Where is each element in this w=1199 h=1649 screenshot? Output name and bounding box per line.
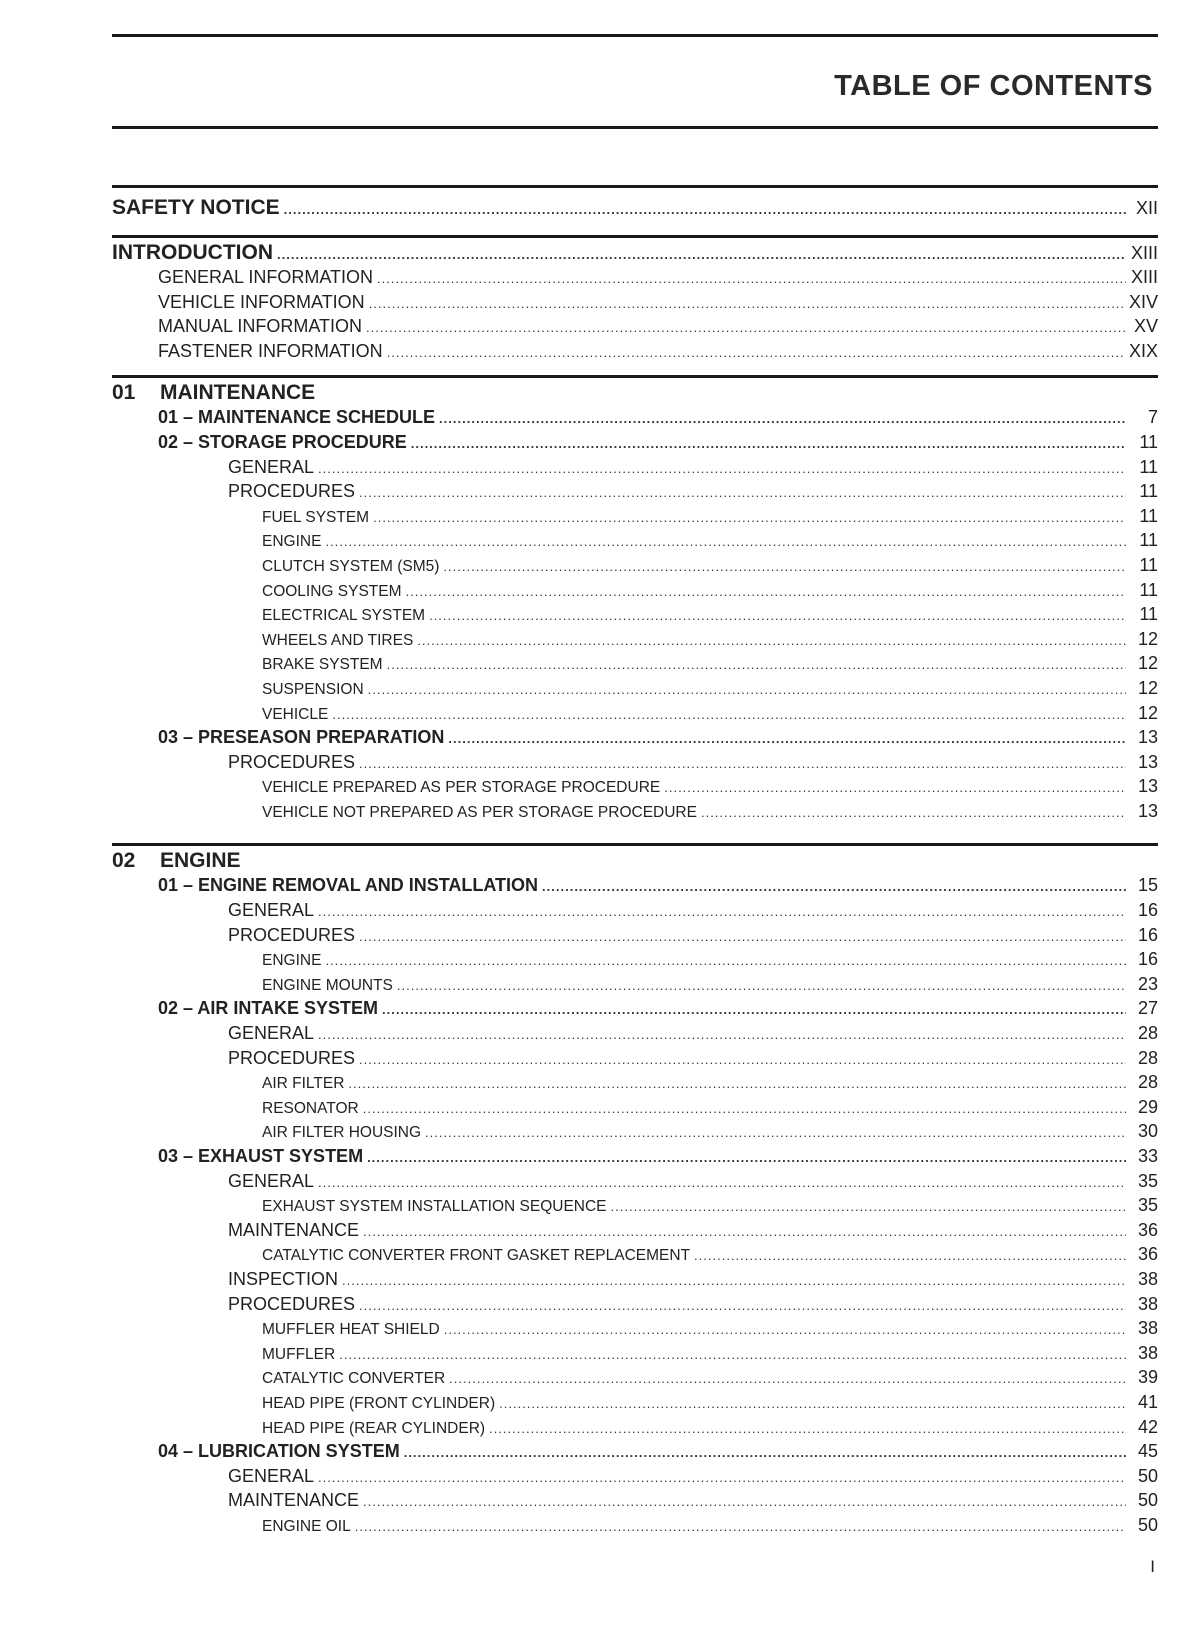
toc-entry-label: GENERAL xyxy=(228,900,315,921)
dot-leader xyxy=(489,1417,1126,1440)
toc-entry[interactable] xyxy=(112,290,1158,315)
dot-leader xyxy=(318,1466,1126,1489)
dot-leader xyxy=(318,1023,1126,1046)
toc-entry[interactable] xyxy=(112,1095,1158,1120)
dot-leader xyxy=(542,875,1126,898)
toc-entry-page: XIV xyxy=(1128,291,1158,312)
dot-leader xyxy=(355,1515,1126,1538)
toc-entry-safety-notice[interactable] xyxy=(112,192,1158,224)
toc-entry[interactable] xyxy=(112,1415,1158,1440)
toc-entry[interactable] xyxy=(112,504,1158,529)
toc-entry-page: 11 xyxy=(1139,554,1158,575)
toc-entry-label: WHEELS AND TIRES xyxy=(262,631,414,649)
toc-entry-page: 28 xyxy=(1137,1047,1158,1068)
dot-leader xyxy=(387,341,1125,364)
toc-entry-page: 30 xyxy=(1137,1121,1158,1142)
toc-entry[interactable] xyxy=(112,1341,1158,1366)
toc-entry-page: 13 xyxy=(1137,800,1158,821)
dot-leader xyxy=(397,974,1126,997)
toc-entry-label: MUFFLER HEAT SHIELD xyxy=(262,1321,440,1339)
toc-entry-page: XIII xyxy=(1130,267,1158,287)
toc-entry-label: GENERAL xyxy=(228,1170,315,1191)
dot-leader xyxy=(448,727,1126,750)
toc-entry-label: FASTENER INFORMATION xyxy=(158,340,383,361)
dot-leader xyxy=(359,925,1126,948)
toc-entry-page: 11 xyxy=(1139,579,1158,600)
header-top-rule xyxy=(112,34,1158,37)
toc-entry-page: 28 xyxy=(1137,1072,1158,1093)
toc-entry[interactable] xyxy=(112,1488,1158,1513)
toc-entry[interactable] xyxy=(112,947,1158,972)
chapter-number: 02 xyxy=(112,849,136,873)
dot-leader xyxy=(359,1048,1126,1071)
toc-entry-label: SUSPENSION xyxy=(262,680,364,698)
toc-entry-page: 38 xyxy=(1137,1318,1158,1339)
toc-entry-label: 02 – AIR INTAKE SYSTEM xyxy=(158,998,379,1019)
toc-entry-label: FUEL SYSTEM xyxy=(262,508,370,526)
toc-entry-subsection[interactable] xyxy=(112,1439,1158,1464)
dot-leader xyxy=(325,949,1126,972)
dot-leader xyxy=(382,998,1126,1021)
toc-entry-page: 29 xyxy=(1137,1096,1158,1117)
toc-entry-page: 36 xyxy=(1137,1219,1158,1240)
dot-leader xyxy=(359,752,1126,775)
section-safety-notice xyxy=(112,185,1158,224)
toc-entry-page: 15 xyxy=(1137,875,1158,896)
toc-entry-page: XII xyxy=(1135,198,1158,218)
toc-entry-page: 11 xyxy=(1139,604,1158,625)
toc-entry-label: GENERAL INFORMATION xyxy=(158,267,374,287)
toc-entry-page: 42 xyxy=(1137,1416,1158,1437)
toc-entry[interactable] xyxy=(112,1193,1158,1218)
page-title: TABLE OF CONTENTS xyxy=(834,70,1153,102)
toc-entry-label: CATALYTIC CONVERTER FRONT GASKET REPLACEMENT xyxy=(262,1247,691,1265)
toc-entry[interactable] xyxy=(112,1021,1158,1046)
toc-entry[interactable] xyxy=(112,1365,1158,1390)
toc-entry-page: 11 xyxy=(1139,505,1158,526)
dot-leader xyxy=(284,194,1126,224)
chapter-heading-engine[interactable] xyxy=(112,849,1158,873)
toc-entry-page: 13 xyxy=(1137,776,1158,797)
dot-leader xyxy=(348,1072,1126,1095)
toc-entry-page: 45 xyxy=(1137,1441,1158,1462)
toc-entry-label: HEAD PIPE (FRONT CYLINDER) xyxy=(262,1394,496,1412)
toc-entry-page: 12 xyxy=(1137,702,1158,723)
dot-leader xyxy=(318,457,1126,480)
toc-entry[interactable] xyxy=(112,455,1158,480)
toc-entry-introduction[interactable] xyxy=(112,241,1158,265)
dot-leader xyxy=(366,316,1126,339)
toc-entry-label: 01 – ENGINE REMOVAL AND INSTALLATION xyxy=(158,875,539,896)
dot-leader xyxy=(277,243,1126,265)
toc-entry-label: ENGINE OIL xyxy=(262,1517,351,1535)
toc-entry-label: PROCEDURES xyxy=(228,1293,356,1314)
dot-leader xyxy=(373,506,1126,529)
dot-leader xyxy=(339,1343,1126,1366)
toc-entry[interactable] xyxy=(112,972,1158,997)
toc-entry-label: CATALYTIC CONVERTER xyxy=(262,1370,446,1388)
toc-entry-label: PROCEDURES xyxy=(228,481,356,502)
toc-entry-subsection[interactable] xyxy=(112,430,1158,455)
toc-entry-page: 35 xyxy=(1137,1195,1158,1216)
toc-entry-page: 28 xyxy=(1137,1023,1158,1044)
dot-leader xyxy=(363,1220,1126,1243)
toc-entry[interactable] xyxy=(112,479,1158,504)
toc-entry[interactable] xyxy=(112,799,1158,824)
toc-entry[interactable] xyxy=(112,676,1158,701)
toc-entry-page: 50 xyxy=(1137,1490,1158,1511)
toc-entry-page: XV xyxy=(1133,316,1158,337)
toc-entry-label: INTRODUCTION xyxy=(112,241,273,264)
dot-leader xyxy=(449,1367,1126,1390)
toc-entry-page: 7 xyxy=(1147,407,1158,428)
toc-entry[interactable] xyxy=(112,528,1158,553)
chapter-number: 01 xyxy=(112,381,136,405)
toc-entry[interactable] xyxy=(112,339,1158,364)
toc-entry[interactable] xyxy=(112,1242,1158,1267)
toc-entry-page: 16 xyxy=(1137,949,1158,970)
toc-entry-label: GENERAL xyxy=(228,456,315,477)
toc-entry-page: 23 xyxy=(1137,973,1158,994)
toc-entry-subsection[interactable] xyxy=(112,1144,1158,1169)
toc-entry-page: 11 xyxy=(1139,456,1158,477)
header-bottom-rule xyxy=(112,126,1158,129)
toc-entry-label: MUFFLER xyxy=(262,1345,336,1363)
toc-entry-label: 03 – EXHAUST SYSTEM xyxy=(158,1146,364,1166)
toc-entry-page: 39 xyxy=(1137,1367,1158,1388)
dot-leader xyxy=(417,629,1126,652)
chapter-title: ENGINE xyxy=(160,849,241,873)
toc-entry-label: ENGINE MOUNTS xyxy=(262,976,393,994)
toc-entry-page: 16 xyxy=(1137,900,1158,921)
dot-leader xyxy=(359,481,1126,504)
dot-leader xyxy=(368,678,1126,701)
toc-entry-label: COOLING SYSTEM xyxy=(262,582,402,600)
dot-leader xyxy=(443,555,1126,578)
toc-entry-label: GENERAL xyxy=(228,1023,315,1044)
toc-entry-page: 38 xyxy=(1137,1293,1158,1314)
toc-entry-page: 38 xyxy=(1137,1268,1158,1289)
dot-leader xyxy=(387,653,1126,676)
toc-entry-subsection[interactable] xyxy=(112,873,1158,898)
dot-leader xyxy=(429,604,1126,627)
toc-entry-label: INSPECTION xyxy=(228,1268,339,1289)
toc-entry[interactable] xyxy=(112,1513,1158,1538)
table-of-contents xyxy=(112,185,1158,1538)
toc-entry-label: ENGINE xyxy=(262,952,322,970)
toc-entry-subsection[interactable] xyxy=(112,996,1158,1021)
toc-entry[interactable] xyxy=(112,651,1158,676)
toc-entry-page: XIII xyxy=(1130,243,1158,263)
dot-leader xyxy=(611,1195,1126,1218)
toc-entry-page: 35 xyxy=(1137,1170,1158,1191)
toc-entry-label: VEHICLE PREPARED AS PER STORAGE PROCEDURE xyxy=(262,779,661,797)
toc-entry[interactable] xyxy=(112,602,1158,627)
toc-entry[interactable] xyxy=(112,1169,1158,1194)
dot-leader xyxy=(377,267,1126,290)
toc-entry-page: 12 xyxy=(1137,677,1158,698)
toc-entry-page: 13 xyxy=(1137,751,1158,772)
dot-leader xyxy=(318,900,1126,923)
toc-entry[interactable] xyxy=(112,1119,1158,1144)
dot-leader xyxy=(369,292,1125,315)
dot-leader xyxy=(342,1269,1126,1292)
dot-leader xyxy=(694,1244,1126,1267)
toc-entry-page: 33 xyxy=(1137,1146,1158,1166)
toc-entry-label: MAINTENANCE xyxy=(228,1219,360,1240)
toc-entry-label: PROCEDURES xyxy=(228,751,356,772)
dot-leader xyxy=(411,432,1126,455)
toc-entry-label: MANUAL INFORMATION xyxy=(158,316,363,337)
toc-entry-page: XIX xyxy=(1128,340,1158,361)
toc-entry-label: CLUTCH SYSTEM (SM5) xyxy=(262,557,440,575)
toc-entry-label: SAFETY NOTICE xyxy=(112,196,280,219)
toc-entry[interactable] xyxy=(112,774,1158,799)
toc-entry-page: 12 xyxy=(1137,628,1158,649)
dot-leader xyxy=(406,580,1126,603)
toc-entry[interactable] xyxy=(112,923,1158,948)
toc-entry-label: GENERAL xyxy=(228,1465,315,1486)
dot-leader xyxy=(664,776,1126,799)
chapter-title: MAINTENANCE xyxy=(160,381,316,405)
dot-leader xyxy=(325,530,1126,553)
toc-entry-label: HEAD PIPE (REAR CYLINDER) xyxy=(262,1419,486,1437)
toc-entry[interactable] xyxy=(112,578,1158,603)
dot-leader xyxy=(425,1121,1126,1144)
toc-entry[interactable] xyxy=(112,553,1158,578)
toc-entry-subsection[interactable] xyxy=(112,405,1158,430)
toc-entry[interactable] xyxy=(112,898,1158,923)
toc-entry[interactable] xyxy=(112,1218,1158,1243)
toc-entry[interactable] xyxy=(112,314,1158,339)
toc-entry-page: 16 xyxy=(1137,924,1158,945)
toc-entry[interactable] xyxy=(112,1464,1158,1489)
toc-entry-page: 41 xyxy=(1137,1391,1158,1412)
toc-entry-label: AIR FILTER xyxy=(262,1075,345,1093)
toc-entry[interactable] xyxy=(112,750,1158,775)
dot-leader xyxy=(359,1294,1126,1317)
toc-entry[interactable] xyxy=(112,1070,1158,1095)
toc-entry-page: 12 xyxy=(1137,653,1158,674)
toc-entry-label: AIR FILTER HOUSING xyxy=(262,1124,422,1142)
dot-leader xyxy=(367,1146,1126,1169)
toc-entry-label: VEHICLE xyxy=(262,705,329,723)
toc-entry-label: PROCEDURES xyxy=(228,1047,356,1068)
section-maintenance xyxy=(112,375,1158,823)
toc-entry-subsection[interactable] xyxy=(112,725,1158,750)
toc-entry-label: 04 – LUBRICATION SYSTEM xyxy=(158,1441,400,1462)
toc-entry-label: ELECTRICAL SYSTEM xyxy=(262,607,426,625)
toc-entry-label: BRAKE SYSTEM xyxy=(262,656,383,674)
toc-entry-page: 50 xyxy=(1137,1465,1158,1486)
dot-leader xyxy=(318,1171,1126,1194)
toc-entry-label: VEHICLE INFORMATION xyxy=(158,291,365,312)
toc-entry[interactable] xyxy=(112,1390,1158,1415)
section-engine xyxy=(112,843,1158,1537)
toc-entry-label: PROCEDURES xyxy=(228,924,356,945)
toc-entry-page: 11 xyxy=(1139,431,1158,452)
toc-entry-page: 50 xyxy=(1137,1514,1158,1535)
dot-leader xyxy=(363,1490,1126,1513)
toc-entry-page: 27 xyxy=(1137,998,1158,1019)
toc-entry-page: 13 xyxy=(1137,727,1158,748)
toc-entry-page: 11 xyxy=(1139,481,1158,502)
toc-entry-label: ENGINE xyxy=(262,533,322,551)
toc-entry[interactable] xyxy=(112,701,1158,726)
toc-entry[interactable] xyxy=(112,1292,1158,1317)
toc-entry[interactable] xyxy=(112,265,1158,290)
section-introduction xyxy=(112,235,1158,363)
toc-entry-label: 01 – MAINTENANCE SCHEDULE xyxy=(158,407,436,428)
toc-entry-page: 38 xyxy=(1137,1342,1158,1363)
dot-leader xyxy=(701,801,1126,824)
dot-leader xyxy=(499,1392,1126,1415)
toc-entry-label: MAINTENANCE xyxy=(228,1490,360,1511)
toc-entry-label: VEHICLE NOT PREPARED AS PER STORAGE PROCEDURE xyxy=(262,803,697,821)
toc-entry[interactable] xyxy=(112,1267,1158,1292)
toc-entry-page: 11 xyxy=(1139,530,1158,551)
page-number: I xyxy=(1150,1557,1155,1576)
toc-entry-page: 36 xyxy=(1137,1244,1158,1265)
dot-leader xyxy=(332,703,1126,726)
toc-entry-label: 02 – STORAGE PROCEDURE xyxy=(158,431,407,452)
chapter-heading-maintenance[interactable] xyxy=(112,381,1158,405)
toc-entry[interactable] xyxy=(112,1316,1158,1341)
toc-entry-label: 03 – PRESEASON PREPARATION xyxy=(158,727,445,748)
dot-leader xyxy=(404,1441,1126,1464)
toc-entry-label: RESONATOR xyxy=(262,1099,359,1117)
toc-entry-label: EXHAUST SYSTEM INSTALLATION SEQUENCE xyxy=(262,1198,607,1216)
dot-leader xyxy=(439,407,1126,430)
toc-entry[interactable] xyxy=(112,627,1158,652)
toc-entry[interactable] xyxy=(112,1046,1158,1071)
dot-leader xyxy=(363,1097,1126,1120)
dot-leader xyxy=(444,1318,1126,1341)
